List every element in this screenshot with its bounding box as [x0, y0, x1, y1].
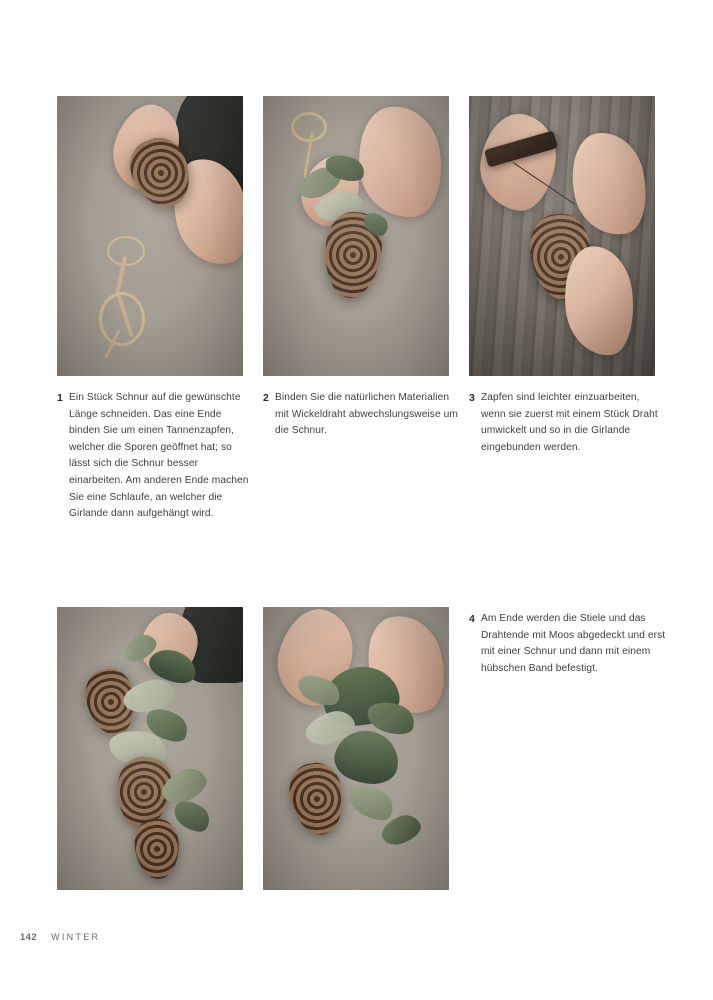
- step-caption-2: [263, 390, 461, 440]
- photo-step-1: [57, 96, 243, 376]
- step-number-1: 1: [57, 392, 63, 404]
- photo-vignette: [57, 607, 243, 890]
- step-text-1: Ein Stück Schnur auf die gewünschte Länge schneiden. Das eine Ende binden Sie um einen Tannenzapfen, welcher die Sporen geöffnet hat; so lässt sich die Schnur besser einarbeiten. Am anderen Ende machen Sie eine Schlaufe, an welcher die Girlande dann aufgehängt wird.: [69, 392, 249, 520]
- photo-step-5: [263, 607, 449, 890]
- photo-vignette: [57, 96, 243, 376]
- step-text-4: Am Ende werden die Stiele und das Drahtende mit Moos abgedeckt und erst mit einer Schnur und dann mit einem hübschen Band befestigt.: [481, 613, 666, 674]
- step-caption-4: [469, 611, 667, 677]
- step-caption-1: [57, 390, 255, 523]
- section-label: WINTER: [51, 932, 101, 942]
- step-number-3: 3: [469, 392, 475, 404]
- step-text-2: Binden Sie die natürlichen Materialien mit Wickeldraht abwechslungsweise um die Schnur.: [275, 392, 458, 437]
- photo-vignette: [469, 96, 655, 376]
- photo-step-3: [469, 96, 655, 376]
- photo-vignette: [263, 607, 449, 890]
- step-number-4: 4: [469, 613, 475, 625]
- photo-row-top: [57, 96, 655, 376]
- page-number: 142: [20, 932, 38, 943]
- step-text-3: Zapfen sind leichter einzuarbeiten, wenn sie zuerst mit einem Stück Draht umwickelt und so in die Girlande eingebunden werden.: [481, 392, 658, 453]
- photo-step-2: [263, 96, 449, 376]
- page-footer: [20, 932, 100, 943]
- photo-vignette: [263, 96, 449, 376]
- step-caption-3: [469, 390, 667, 456]
- photo-row-bottom: [57, 607, 449, 890]
- photo-step-4: [57, 607, 243, 890]
- step-number-2: 2: [263, 392, 269, 404]
